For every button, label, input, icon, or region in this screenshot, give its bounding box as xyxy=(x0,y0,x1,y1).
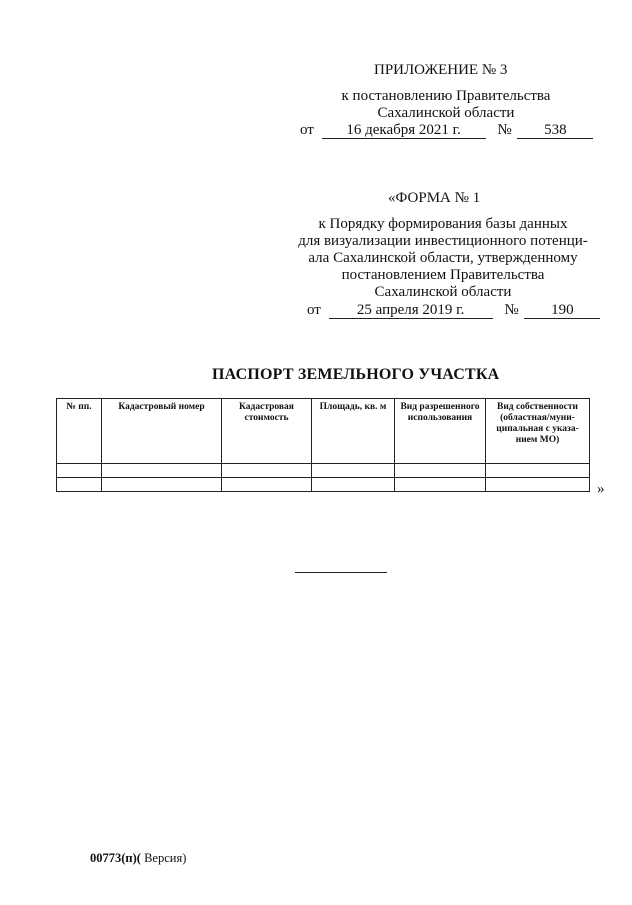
form-line-1: к Порядку формирования базы данных xyxy=(318,216,568,232)
form-num-label: № xyxy=(504,302,519,318)
table-cell xyxy=(312,478,395,492)
column-header-area: Площадь, кв. м xyxy=(312,399,395,464)
appendix-title: ПРИЛОЖЕНИЕ № 3 xyxy=(374,62,508,78)
table-cell xyxy=(222,478,312,492)
column-header-permitted-use: Вид разрешенного использования xyxy=(395,399,486,464)
column-header-ownership: Вид собственности (областная/муни-ципальная с указа-нием МО) xyxy=(486,399,590,464)
form-number: 190 xyxy=(524,303,600,319)
footer-version-text: Версия) xyxy=(140,851,187,865)
appendix-from-label: от xyxy=(300,122,314,138)
form-line-2: для визуализации инвестиционного потенци- xyxy=(298,233,588,249)
form-date-row xyxy=(307,302,600,319)
table-cell xyxy=(102,478,222,492)
footer-code-text: 00773(п)( xyxy=(90,851,141,865)
table-cell xyxy=(395,478,486,492)
appendix-date-row xyxy=(300,122,593,139)
passport-title: ПАСПОРТ ЗЕМЕЛЬНОГО УЧАСТКА xyxy=(212,366,500,383)
table-row xyxy=(57,478,590,492)
table-cell xyxy=(395,464,486,478)
form-date: 25 апреля 2019 г. xyxy=(329,303,493,319)
table-cell xyxy=(486,478,590,492)
form-line-4: постановлением Правительства xyxy=(341,267,545,283)
form-from-label: от xyxy=(307,302,321,318)
column-header-cadastral-value: Кадастровая стоимость xyxy=(222,399,312,464)
land-plot-table xyxy=(56,398,590,492)
separator-line xyxy=(295,572,387,573)
table-header-row xyxy=(57,399,590,464)
table-cell xyxy=(486,464,590,478)
column-header-cadastral-number: Кадастровый номер xyxy=(102,399,222,464)
appendix-num-label: № xyxy=(497,122,512,138)
table-row xyxy=(57,464,590,478)
form-line-3: ала Сахалинской области, утвержденному xyxy=(308,250,578,266)
appendix-line1: к постановлению Правительства xyxy=(341,88,551,104)
form-line-5: Сахалинской области xyxy=(374,284,512,300)
form-title: «ФОРМА № 1 xyxy=(388,190,481,206)
appendix-date: 16 декабря 2021 г. xyxy=(322,123,486,139)
table-cell xyxy=(222,464,312,478)
closing-quote: » xyxy=(597,481,605,497)
table-cell xyxy=(102,464,222,478)
table-cell xyxy=(312,464,395,478)
table-cell xyxy=(57,464,102,478)
column-header-number: № пп. xyxy=(57,399,102,464)
appendix-line2: Сахалинской области xyxy=(377,105,515,121)
table-cell xyxy=(57,478,102,492)
appendix-number: 538 xyxy=(517,123,593,139)
footer-code xyxy=(90,851,186,866)
